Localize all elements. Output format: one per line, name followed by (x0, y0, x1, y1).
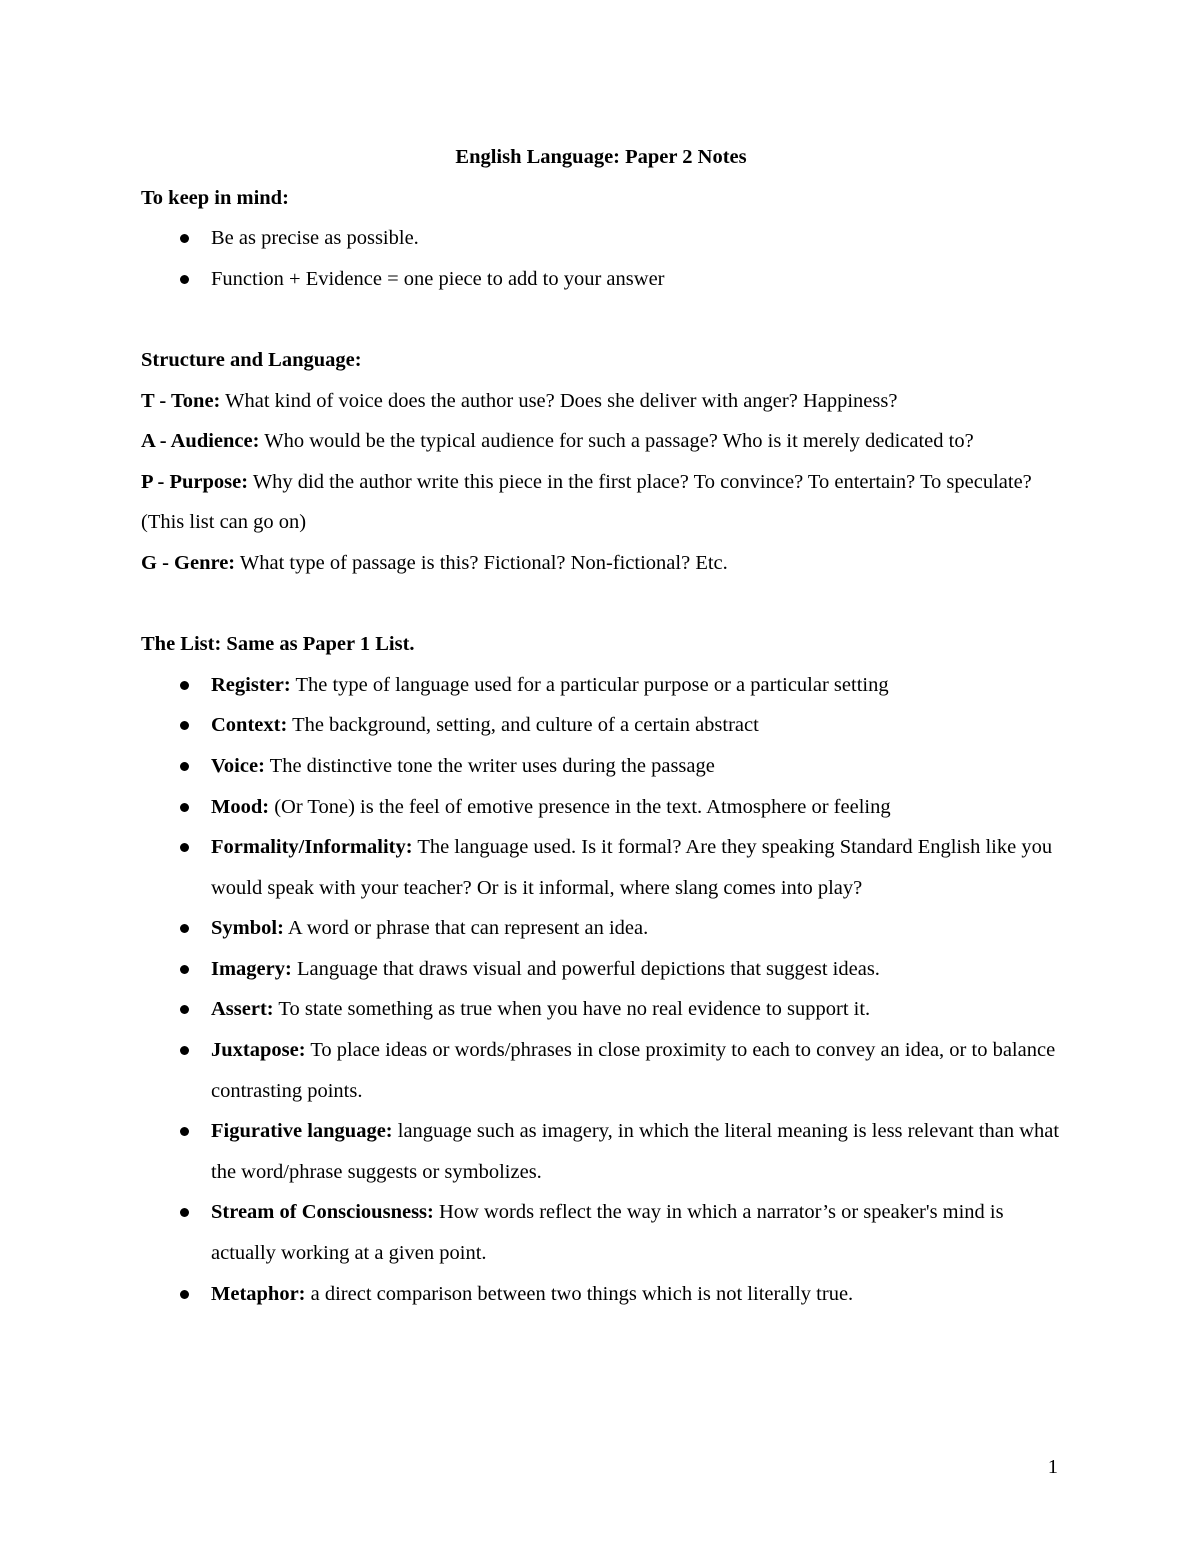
genre-entry (141, 543, 1061, 584)
list-item-text: Be as precise as possible. (211, 227, 419, 250)
list-item (141, 989, 1061, 1030)
entry-term: Voice: (211, 754, 265, 777)
document-title: English Language: Paper 2 Notes (455, 146, 747, 168)
entry-text: What type of passage is this? Fictional? Non-fictional? Etc. (239, 551, 728, 574)
entry-text: How words reflect the way in which a narrator’s or speaker's mind is actually working at a given point. (211, 1201, 1004, 1265)
list-item-text: Function + Evidence = one piece to add to your answer (211, 267, 665, 290)
blank-line (141, 584, 1061, 625)
entry-text: a direct comparison between two things which is not literally true. (310, 1282, 854, 1305)
entry-term: Juxtapose: (211, 1039, 306, 1062)
page-content (141, 137, 1061, 1314)
list-item (141, 218, 1061, 259)
list-item (141, 1274, 1061, 1315)
entry-term: Context: (211, 714, 288, 737)
blank-line (141, 299, 1061, 340)
bullet-icon (180, 1127, 189, 1136)
bullet-icon (180, 1005, 189, 1014)
entry-term: Stream of Consciousness: (211, 1201, 434, 1224)
entry-term: Assert: (211, 998, 274, 1021)
page-number: 1 (1047, 1456, 1058, 1478)
entry-term: T - Tone: (141, 389, 221, 412)
purpose-entry (141, 462, 1061, 543)
list-item (141, 665, 1061, 706)
bullet-icon (180, 1208, 189, 1217)
terms-list (141, 665, 1061, 1315)
entry-text: To place ideas or words/phrases in close proximity to each to convey an idea, or to balance contrasting points. (211, 1039, 1056, 1102)
entry-text: Language that draws visual and powerful depictions that suggest ideas. (296, 957, 880, 980)
entry-text: The type of language used for a particular purpose or a particular setting (295, 673, 889, 696)
keep-in-mind-list (141, 218, 1061, 299)
list-item (141, 908, 1061, 949)
bullet-icon (180, 803, 189, 812)
entry-text: Who would be the typical audience for such a passage? Who is it merely dedicated to? (264, 430, 974, 453)
bullet-icon (180, 924, 189, 933)
entry-text: (Or Tone) is the feel of emotive presence in the text. Atmosphere or feeling (274, 795, 891, 818)
list-item (141, 259, 1061, 300)
list-item (141, 705, 1061, 746)
entry-term: A - Audience: (141, 430, 260, 453)
entry-term: Register: (211, 673, 291, 696)
bullet-icon (180, 843, 189, 852)
entry-text: The background, setting, and culture of a certain abstract (292, 714, 759, 737)
entry-term: Symbol: (211, 917, 284, 940)
entry-text: What kind of voice does the author use? Does she deliver with anger? Happiness? (225, 389, 898, 412)
audience-entry (141, 421, 1061, 462)
keep-in-mind-heading: To keep in mind: (141, 186, 289, 209)
list-item (141, 827, 1061, 908)
bullet-icon (180, 275, 189, 284)
entry-term: Formality/Informality: (211, 836, 413, 859)
entry-text: The distinctive tone the writer uses during the passage (269, 754, 715, 777)
entry-term: Figurative language: (211, 1120, 393, 1143)
list-item (141, 1111, 1061, 1192)
bullet-icon (180, 965, 189, 974)
entry-term: P - Purpose: (141, 470, 249, 493)
bullet-icon (180, 1290, 189, 1299)
list-item (141, 1030, 1061, 1111)
bullet-icon (180, 762, 189, 771)
list-item (141, 1192, 1061, 1273)
bullet-icon (180, 721, 189, 730)
entry-term: Mood: (211, 795, 270, 818)
list-item (141, 787, 1061, 828)
entry-term: Metaphor: (211, 1282, 306, 1305)
list-item (141, 949, 1061, 990)
entry-text: To state something as true when you have no real evidence to support it. (278, 998, 871, 1021)
list-item (141, 746, 1061, 787)
bullet-icon (180, 234, 189, 243)
tone-entry (141, 381, 1061, 422)
bullet-icon (180, 681, 189, 690)
entry-term: G - Genre: (141, 551, 236, 574)
structure-language-heading: Structure and Language: (141, 348, 362, 371)
entry-text: Why did the author write this piece in the first place? To convince? To entertain? To speculate? (This list can go on) (141, 470, 1032, 534)
entry-term: Imagery: (211, 957, 292, 980)
entry-text: A word or phrase that can represent an idea. (287, 917, 649, 940)
the-list-heading: The List: Same as Paper 1 List. (141, 633, 415, 656)
entry-text: language such as imagery, in which the literal meaning is less relevant than what the word/phrase suggests or symbolizes. (211, 1120, 1060, 1183)
bullet-icon (180, 1046, 189, 1055)
entry-text: The language used. Is it formal? Are they speaking Standard English like you would speak with your teacher? Or is it informal, where slang comes into play? (211, 836, 1053, 899)
